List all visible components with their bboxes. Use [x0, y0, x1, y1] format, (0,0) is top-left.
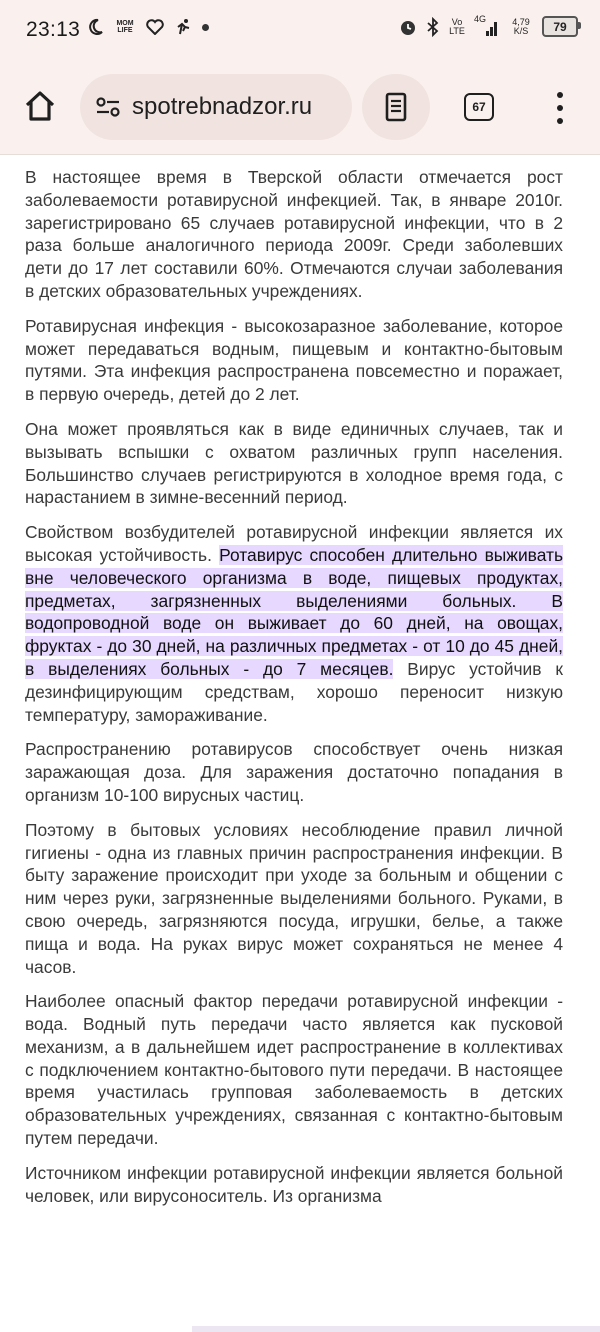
network-speed [508, 18, 534, 36]
paragraph-8: Источником инфекции ротавирусной инфекции является больной человек, или вирусоноситель. Из организма [25, 1162, 563, 1206]
home-icon [23, 89, 57, 123]
tab-switcher-button[interactable] [462, 92, 496, 122]
more-notifications-dot [202, 24, 209, 31]
address-bar[interactable] [80, 74, 352, 140]
paragraph-4-start: Свойством возбудителей ротавирусной инфекции является их высокая устойчивость. [25, 522, 563, 565]
paragraph-3: Она может проявляться как в виде единичных случаев, так и вызывать вспышки с охватом различных групп населения. Большинство случаев регистрируются в холодное время года, с нарастанием в зимне-весенний период. [25, 418, 563, 508]
status-time: 23:13 [26, 18, 81, 41]
article-content [25, 166, 563, 1219]
document-icon [385, 92, 407, 122]
paragraph-1: В настоящее время в Тверской области отмечается рост заболеваемости ротавирусной инфекцией. Так, в январе 2010г. зарегистрировано 65 случаев ротавирусной инфекции, что в 2 раза больше аналогичного периода 2009г. Среди заболевших дети до 17 лет составили 60%. Отмечаются случаи заболевания в детских образовательных учреждениях. [25, 167, 563, 301]
battery-level: 79 [553, 19, 567, 34]
paragraph-4 [25, 521, 563, 726]
overflow-menu-button[interactable] [548, 90, 572, 126]
bluetooth-icon [426, 17, 440, 37]
browser-toolbar [0, 60, 600, 155]
mom-life-icon: MOM LIFE [116, 20, 134, 34]
volte-label: Vo LTE [449, 16, 465, 36]
moon-icon [86, 18, 104, 36]
notification-icons [86, 18, 209, 36]
reader-mode-button[interactable] [362, 74, 430, 140]
menu-dot-icon [557, 92, 563, 98]
running-icon [174, 18, 192, 36]
speed-unit: K/S [513, 25, 529, 36]
alarm-icon [398, 17, 418, 37]
menu-dot-icon [557, 105, 563, 111]
network-type-label: 4G [474, 13, 487, 24]
heart-app-icon [146, 19, 164, 35]
speed-value: 4,79 [512, 16, 530, 27]
signal-icon [474, 13, 500, 37]
paragraph-4-end: Вирус устойчив к дезинфицирующим средствам, хорошо переносит низкую температуру, замораживание. [25, 658, 563, 725]
menu-dot-icon [557, 118, 563, 124]
paragraph-7: Наиболее опасный фактор передачи ротавирусной инфекции - вода. Водный путь передачи часто является как пусковой механизм, а в дальнейшем идет распространение в коллективах с подключением контактно-бытового пути передачи. В настоящее время участилась групповая заболеваемость в детских образовательных учреждениях, связанная с контактно-бытовым путем передачи. [25, 991, 563, 1149]
site-settings-icon[interactable] [94, 93, 122, 121]
tab-count: 67 [464, 93, 494, 121]
url-text[interactable]: spotrebnadzor.ru [132, 93, 313, 120]
paragraph-2: Ротавирусная инфекция - высокозаразное заболевание, которое может передаваться водным, пищевым и контактно-бытовым путями. Эта инфекция распространена повсеместно и поражает, в первую очередь, детей до 2 лет. [25, 315, 563, 405]
paragraph-6: Поэтому в бытовых условиях несоблюдение правил личной гигиены - одна из главных причин распространения инфекции. В быту заражение происходит при уходе за больным и общении с ним через руки, загрязненные выделениями больного. Руками, в свою очередь, загрязняются посуда, игрушки, белье, а также пища и вода. На руках вирус может сохраняться не менее 4 часов. [25, 819, 563, 977]
system-icons [398, 13, 578, 37]
home-button[interactable] [20, 86, 60, 126]
battery-icon [542, 16, 578, 37]
highlighted-text-selection[interactable]: Ротавирус способен длительно выживать вне человеческого организма в воде, пищевых продуктах, предметах, загрязненных выделениями больных. В водопроводной воде он выживает до 60 дней, на овощах, фруктах - до 30 дней, на различных предметах - от 10 до 45 дней, в выделениях больных - до 7 месяцев. [25, 544, 564, 679]
status-bar [0, 0, 600, 60]
paragraph-5: Распространению ротавирусов способствует очень низкая заражающая доза. Для заражения достаточно попадания в организм 10-100 вирусных частиц. [25, 739, 563, 805]
bottom-sheet-edge [192, 1326, 600, 1332]
